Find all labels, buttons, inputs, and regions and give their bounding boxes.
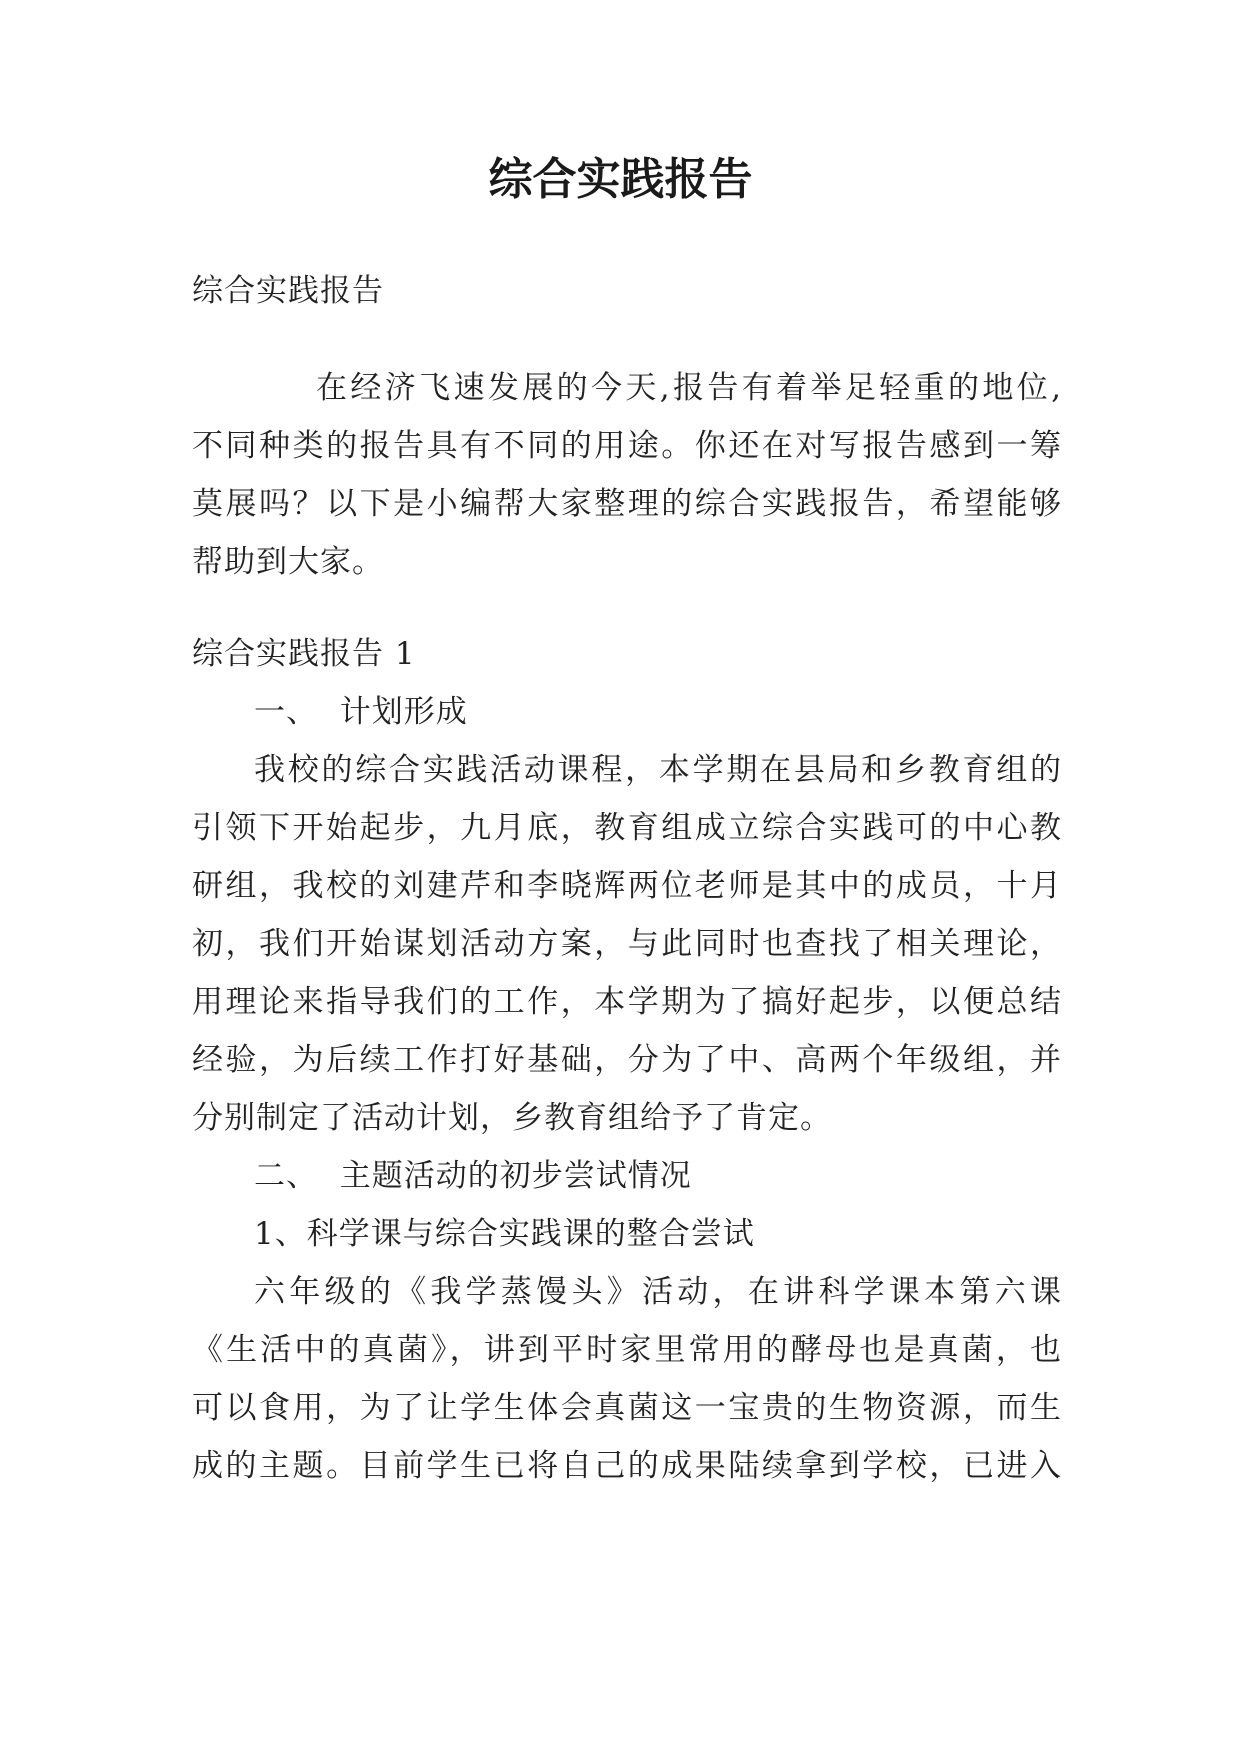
integration-line: 六年级的《我学蒸馒头》活动，在讲科学课本第六课 xyxy=(254,1274,1062,1310)
intro-line: 不同种类的报告具有不同的用途。你还在对写报告感到一筹 xyxy=(192,428,1062,464)
plan-line: 经验，为后续工作打好基础，分为了中、高两个年级组，并 xyxy=(192,1042,1062,1078)
subheading-plan xyxy=(192,683,1062,741)
document-subtitle xyxy=(192,262,1062,320)
integration-paragraph xyxy=(192,1263,1062,1495)
plan-line: 我校的综合实践活动课程，本学期在县局和乡教育组的 xyxy=(254,752,1062,788)
integration-line: 可以食用，为了让学生体会真菌这一宝贵的生物资源，而生 xyxy=(192,1390,1062,1426)
plan-line: 用理论来指导我们的工作，本学期为了搞好起步，以便总结 xyxy=(192,984,1062,1020)
intro-line: 帮助到大家。 xyxy=(192,544,384,580)
subheading-integration xyxy=(192,1205,1062,1263)
subheading-integration-text: 1、科学课与综合实践课的整合尝试 xyxy=(254,1216,755,1252)
integration-line: 成的主题。目前学生已将自己的成果陆续拿到学校，已进入 xyxy=(192,1448,1062,1484)
plan-line: 分别制定了活动计划，乡教育组给予了肯定。 xyxy=(192,1100,832,1136)
section-heading xyxy=(192,625,1062,683)
integration-line: 《生活中的真菌》，讲到平时家里常用的酵母也是真菌，也 xyxy=(192,1332,1062,1368)
plan-line: 引领下开始起步，九月底，教育组成立综合实践可的中心教 xyxy=(192,810,1062,846)
plan-line: 研组，我校的刘建芹和李晓辉两位老师是其中的成员，十月 xyxy=(192,868,1062,904)
plan-paragraph xyxy=(192,741,1062,1147)
subtitle-text: 综合实践报告 xyxy=(192,273,384,309)
subheading-plan-text: 一、 计划形成 xyxy=(254,694,468,730)
subheading-activities-text: 二、 主题活动的初步尝试情况 xyxy=(254,1158,692,1194)
plan-line: 初，我们开始谋划活动方案，与此同时也查找了相关理论， xyxy=(192,926,1062,962)
intro-line: 莫展吗？以下是小编帮大家整理的综合实践报告，希望能够 xyxy=(192,486,1062,522)
subheading-activities xyxy=(192,1147,1062,1205)
intro-line: 在经济飞速发展的今天,报告有着举足轻重的地位, xyxy=(316,370,1062,406)
document-title: 综合实践报告 xyxy=(488,154,753,205)
section-heading-text: 综合实践报告 1 xyxy=(192,636,416,672)
intro-paragraph xyxy=(192,359,1062,591)
